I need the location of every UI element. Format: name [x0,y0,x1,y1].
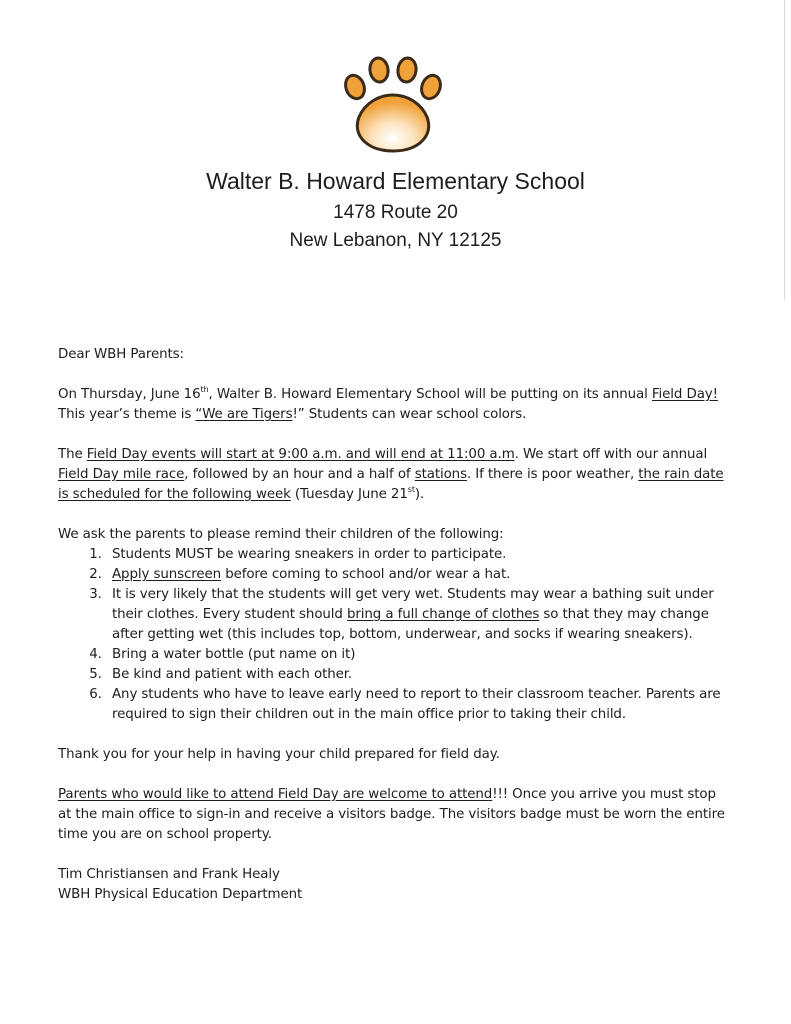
salutation: Dear WBH Parents: [58,347,184,362]
list-item: 4. Bring a water bottle (put name on it) [106,645,733,665]
paragraph-thanks: Thank you for your help in having your child prepared for field day. [58,747,500,762]
paw-toe-4 [418,73,443,102]
school-address-line1: 1478 Route 20 [333,202,458,223]
signature-block [58,865,733,905]
paragraph-field-day-intro: On Thursday, June 16th, Walter B. Howard Elementary School will be putting on its annual Field Day! This year’s theme is “We are Tigers!” Students can wear school colors. [58,385,718,422]
signature-department: WBH Physical Education Department [58,887,303,902]
paw-print-icon [335,55,455,155]
list-item: 1. Students MUST be wearing sneakers in order to participate. [106,545,733,565]
paw-toe-2 [368,57,389,83]
scan-edge-line [784,0,785,300]
list-item: 3. It is very likely that the students will get very wet. Students may wear a bathing suit under their clothes. Every student should bring a full change of clothes so that they may change after getting wet (this includes top, bottom, underwear, and socks if wearing sneakers). [106,585,733,645]
list-item: 6. Any students who have to leave early need to report to their classroom teacher. Parents are required to sign their children out in the main office prior to taking their child. [106,685,733,725]
reminder-list [58,545,733,725]
school-name: Walter B. Howard Elementary School [206,168,585,194]
paw-toe-3 [396,57,417,83]
list-item: 2. Apply sunscreen before coming to school and/or wear a hat. [106,565,733,585]
list-item: 5. Be kind and patient with each other. [106,665,733,685]
paragraph-visitors: Parents who would like to attend Field Day are welcome to attend!!! Once you arrive you must stop at the main office to sign-in and receive a visitors badge. The visitors badge must be worn the entire time you are on school property. [58,787,725,842]
paw-pad [357,95,428,151]
paw-toe-1 [342,73,367,102]
list-intro: We ask the parents to please remind their children of the following: [58,527,504,542]
school-address-line2: New Lebanon, NY 12125 [289,230,502,251]
signature-names: Tim Christiansen and Frank Healy [58,867,280,882]
paragraph-schedule: The Field Day events will start at 9:00 a.m. and will end at 11:00 a.m. We start off with our annual Field Day mile race, followed by an hour and a half of stations. If there is poor weather, the rain date is scheduled for the following week (Tuesday June 21st). [58,447,724,502]
letter-body [58,345,733,905]
